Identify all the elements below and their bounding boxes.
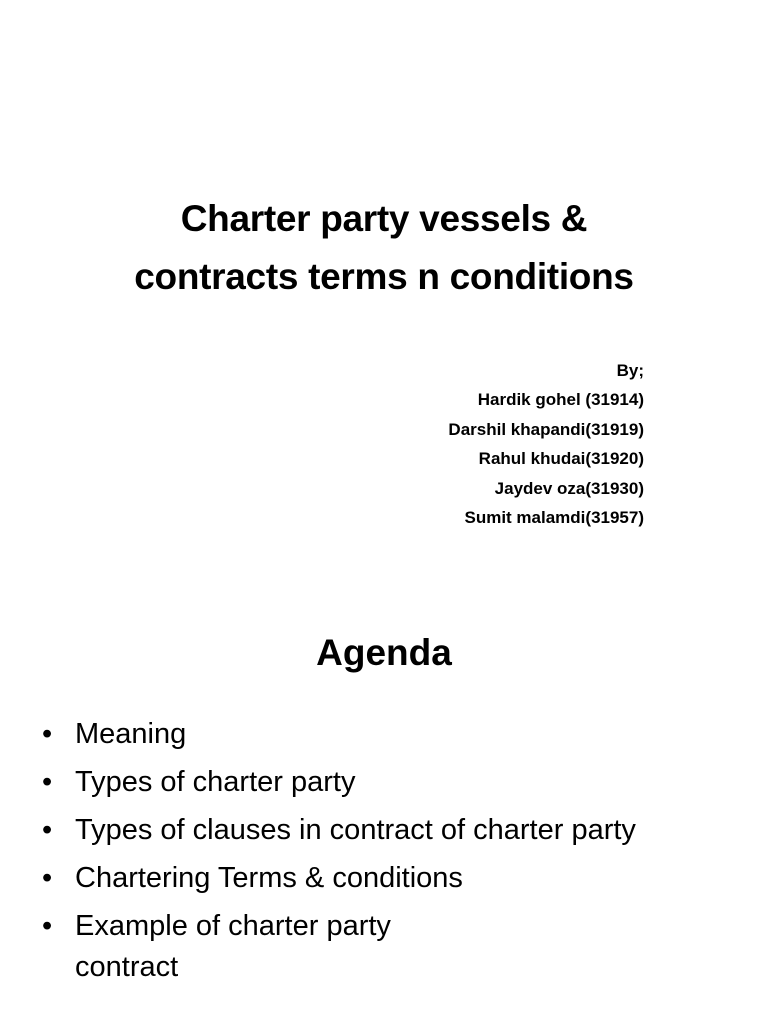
agenda-heading: Agenda [316, 632, 452, 673]
slide-title-line-2: contracts terms n conditions [134, 256, 634, 297]
agenda-slide [0, 576, 768, 1024]
author-list [448, 356, 644, 532]
agenda-item-text: Meaning [75, 718, 187, 750]
author-name: Hardik gohel (31914) [477, 390, 644, 410]
bullet-icon: • [42, 910, 53, 942]
bullet-icon: • [42, 718, 53, 750]
agenda-item [40, 906, 720, 988]
agenda-item [40, 714, 720, 755]
author-name: Sumit malamdi(31957) [464, 508, 644, 528]
bullet-icon: • [42, 814, 53, 846]
bullet-icon: • [42, 862, 53, 894]
author-name: Rahul khudai(31920) [478, 449, 644, 469]
agenda-item [40, 810, 720, 851]
author-name: Jaydev oza(31930) [494, 478, 644, 498]
bullet-icon: • [42, 766, 53, 798]
agenda-item-text: Example of charter party contract [75, 910, 391, 983]
agenda-item [40, 762, 720, 803]
slide-title [40, 190, 728, 306]
by-label: By; [616, 361, 644, 380]
agenda-item-text: Chartering Terms & conditions [75, 862, 463, 894]
agenda-item-text: Types of clauses in contract of charter party [75, 814, 636, 846]
slide-title-line-1: Charter party vessels & [180, 198, 588, 239]
agenda-list [40, 714, 720, 995]
agenda-item [40, 858, 720, 899]
agenda-item-text: Types of charter party [75, 766, 356, 798]
author-name: Darshil khapandi(31919) [448, 419, 644, 439]
